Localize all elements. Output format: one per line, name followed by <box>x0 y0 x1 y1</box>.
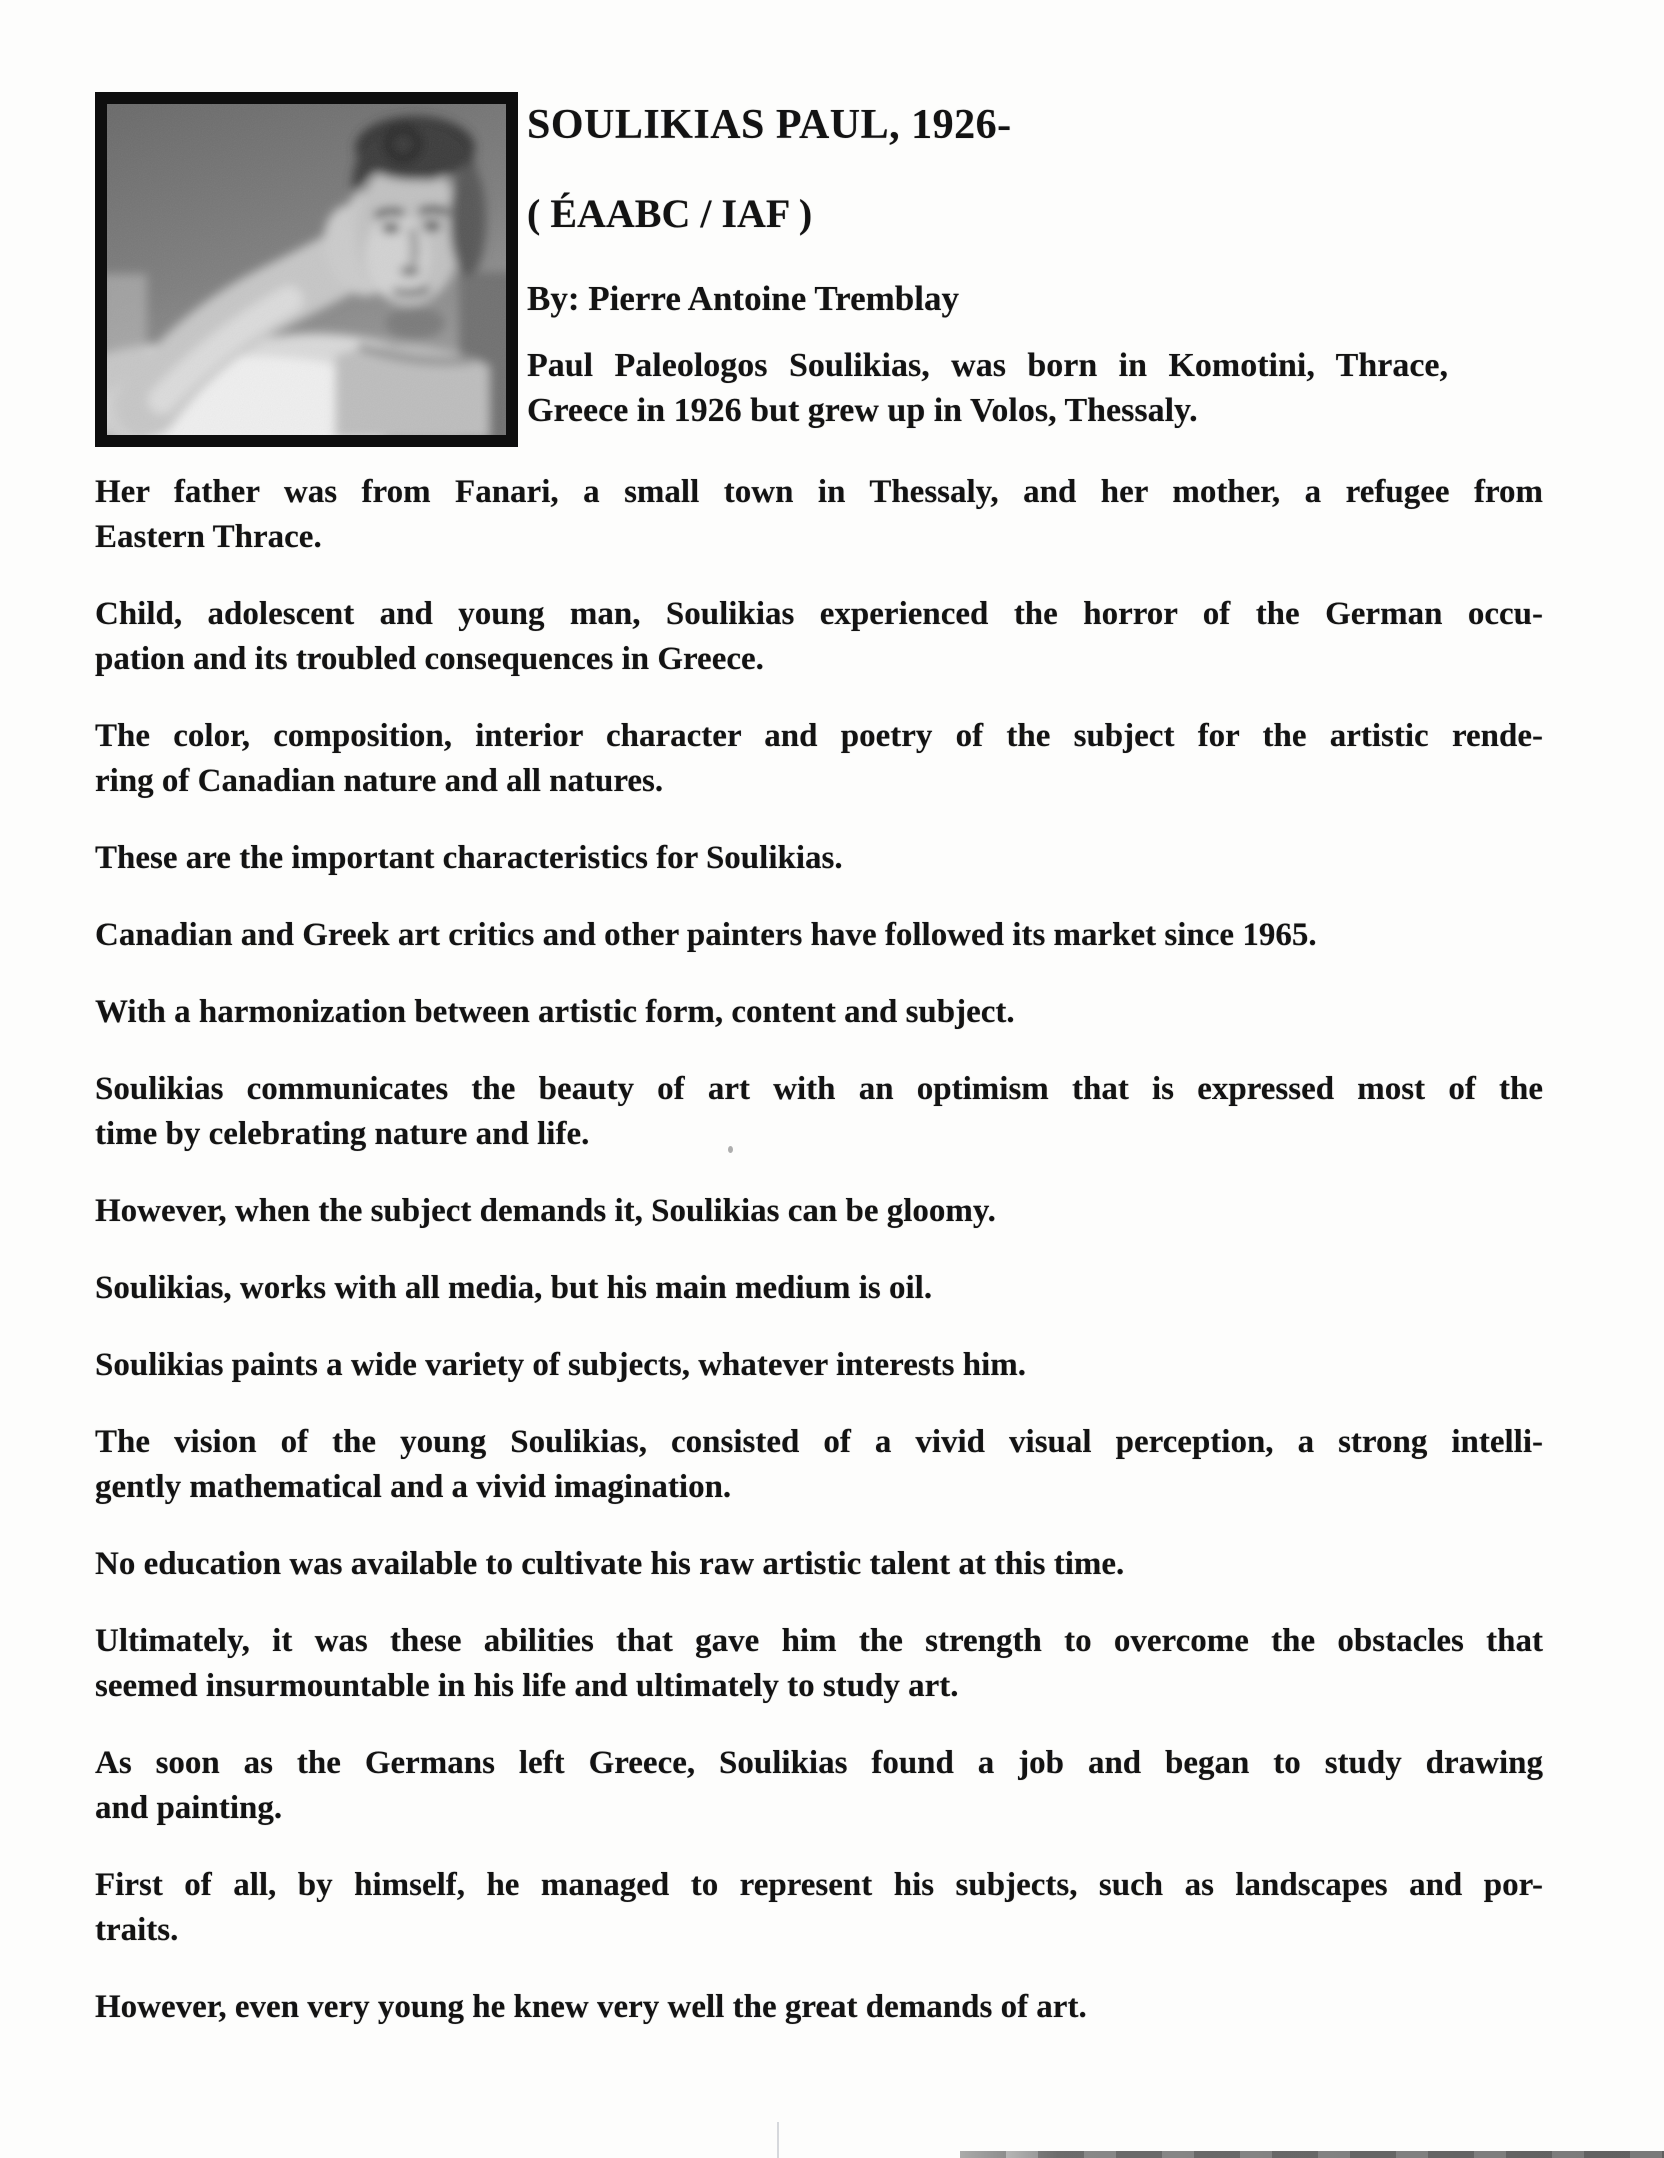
paragraph-7-line-2: time by celebrating nature and life. <box>95 1116 590 1152</box>
paragraph-3-line-1: The color, composition, interior character and poetry of the subject for the artistic rende- <box>95 718 1543 754</box>
paragraph-1-line-1: Her father was from Fanari, a small town in Thessaly, and her mother, a refugee from <box>95 474 1543 510</box>
paragraph-14-line-2: and painting. <box>95 1790 283 1826</box>
portrait-photo <box>95 92 518 447</box>
byline: By: Pierre Antoine Tremblay <box>527 279 959 319</box>
paragraph-14-line-1: As soon as the Germans left Greece, Soulikias found a job and began to study drawing <box>95 1745 1543 1781</box>
paragraph-15 <box>95 1863 1543 1953</box>
paragraph-2-line-2: pation and its troubled consequences in Greece. <box>95 641 764 677</box>
paragraph-6 <box>95 990 1543 1035</box>
paragraph-9-line-1: Soulikias, works with all media, but his main medium is oil. <box>95 1270 933 1306</box>
paragraph-2 <box>95 592 1543 682</box>
paragraph-11-line-1: The vision of the young Soulikias, consisted of a vivid visual perception, a strong intelli- <box>95 1424 1543 1460</box>
paragraph-3 <box>95 714 1543 804</box>
paragraph-16 <box>95 1985 1543 2030</box>
subtitle: ( ÉAABC / IAF ) <box>527 191 813 237</box>
paragraph-4-line-1: These are the important characteristics for Soulikias. <box>95 840 843 876</box>
paragraph-11 <box>95 1420 1543 1510</box>
paragraph-14 <box>95 1741 1543 1831</box>
scan-artifact-bottom-band <box>960 2151 1664 2158</box>
paragraph-16-line-1: However, even very young he knew very well the great demands of art. <box>95 1989 1087 2025</box>
paragraph-5 <box>95 913 1543 958</box>
paragraph-8-line-1: However, when the subject demands it, Soulikias can be gloomy. <box>95 1193 996 1229</box>
paragraph-9 <box>95 1266 1543 1311</box>
paragraph-15-line-2: traits. <box>95 1912 179 1948</box>
intro-line-1: Paul Paleologos Soulikias, was born in Komotini, Thrace, <box>527 346 1448 384</box>
scan-artifact-vertical-line <box>777 2122 779 2158</box>
paragraph-10 <box>95 1343 1543 1388</box>
paragraph-8 <box>95 1189 1543 1234</box>
paragraph-11-line-2: gently mathematical and a vivid imagination. <box>95 1469 732 1505</box>
paragraph-4 <box>95 836 1543 881</box>
paragraph-13-line-2: seemed insurmountable in his life and ultimately to study art. <box>95 1668 959 1704</box>
paragraph-7-line-1: Soulikias communicates the beauty of art with an optimism that is expressed most of the <box>95 1071 1543 1107</box>
paragraph-1-line-2: Eastern Thrace. <box>95 519 322 555</box>
paragraph-12-line-1: No education was available to cultivate his raw artistic talent at this time. <box>95 1546 1125 1582</box>
intro-line-2: Greece in 1926 but grew up in Volos, Thessaly. <box>527 391 1198 429</box>
paragraph-10-line-1: Soulikias paints a wide variety of subjects, whatever interests him. <box>95 1347 1027 1383</box>
paragraph-5-line-1: Canadian and Greek art critics and other painters have followed its market since 1965. <box>95 917 1317 953</box>
page-title: SOULIKIAS PAUL, 1926- <box>527 102 1012 148</box>
intro-paragraph <box>527 343 1448 433</box>
article-body <box>95 470 1543 2062</box>
paragraph-13 <box>95 1619 1543 1709</box>
paragraph-6-line-1: With a harmonization between artistic form, content and subject. <box>95 994 1015 1030</box>
portrait-photo-image <box>107 104 506 435</box>
paragraph-12 <box>95 1542 1543 1587</box>
paragraph-7 <box>95 1067 1543 1157</box>
header-text <box>527 102 1448 433</box>
scan-speck <box>728 1146 733 1153</box>
paragraph-2-line-1: Child, adolescent and young man, Soulikias experienced the horror of the German occu- <box>95 596 1543 632</box>
paragraph-3-line-2: ring of Canadian nature and all natures. <box>95 763 664 799</box>
paragraph-15-line-1: First of all, by himself, he managed to represent his subjects, such as landscapes and por- <box>95 1867 1543 1903</box>
paragraph-13-line-1: Ultimately, it was these abilities that gave him the strength to overcome the obstacles that <box>95 1623 1543 1659</box>
paragraph-1 <box>95 470 1543 560</box>
